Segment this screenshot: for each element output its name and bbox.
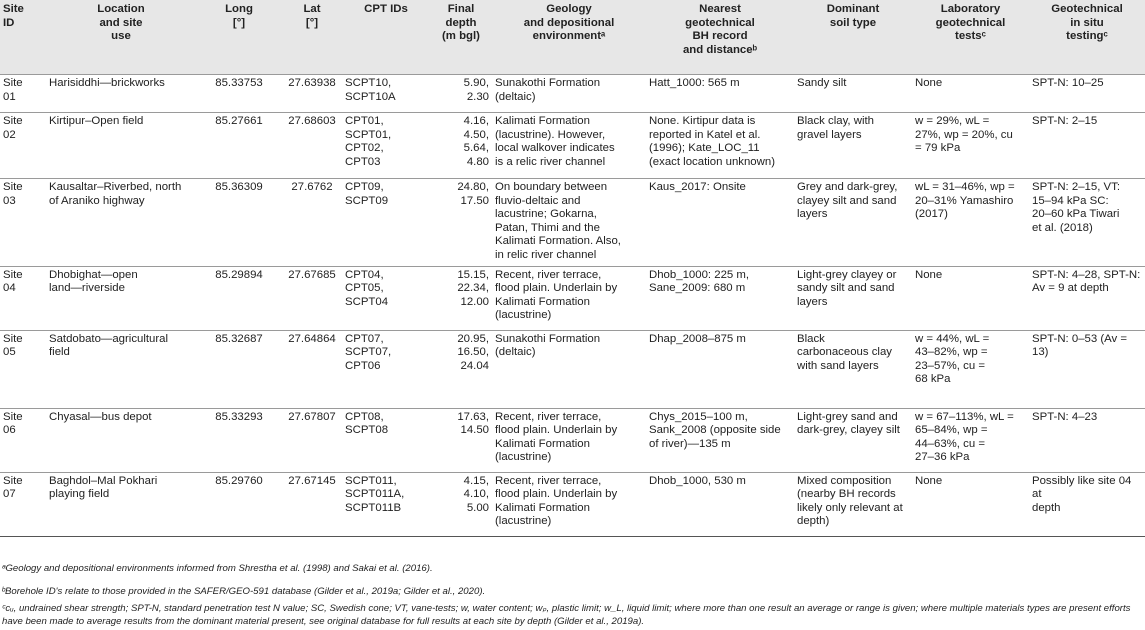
header-insitu: Geotechnical in situ testingᶜ [1051, 3, 1123, 43]
cell-insitu: Possibly like site 04 at depth [1029, 472, 1145, 536]
cell-insitu: SPT-N: 4–23 [1029, 408, 1145, 472]
cell-insitu: SPT-N: 2–15, VT: 15–94 kPa SC: 20–60 kPa Tiwari et al. (2018) [1029, 179, 1145, 267]
footnote-a: ᵃGeology and depositional environments informed from Shrestha et al. (1998) and Sakai et al. (2016). [2, 563, 433, 574]
cell-final-depth: 17.63, 14.50 [430, 408, 492, 472]
cell-final-depth: 4.15, 4.10, 5.00 [430, 472, 492, 536]
header-soil-type: Dominant soil type [826, 3, 880, 29]
header-row [0, 0, 1145, 75]
cell-long: 85.29760 [196, 472, 282, 536]
table-row [0, 266, 1145, 330]
header-long: Long [°] [225, 3, 253, 29]
cell-lat: 27.67807 [282, 408, 342, 472]
cell-lab-tests: w = 29%, wL = 27%, wp = 20%, cu = 79 kPa [912, 113, 1029, 179]
header-final-depth: Final depth (m bgl) [442, 3, 480, 43]
cell-geology: Recent, river terrace, flood plain. Underlain by Kalimati Formation (lacustrine) [492, 266, 646, 330]
cell-lat: 27.64864 [282, 330, 342, 408]
cell-geology: Sunakothi Formation (deltaic) [492, 75, 646, 113]
cell-site-id: Site 04 [0, 266, 46, 330]
cell-geology: Recent, river terrace, flood plain. Underlain by Kalimati Formation (lacustrine) [492, 472, 646, 536]
cell-long: 85.27661 [196, 113, 282, 179]
header-site-id: Site ID [3, 3, 24, 29]
cell-nearest-bh: Hatt_1000: 565 m [646, 75, 794, 113]
table-row [0, 472, 1145, 536]
cell-lab-tests: None [912, 472, 1029, 536]
cell-lat: 27.67145 [282, 472, 342, 536]
cell-final-depth: 4.16, 4.50, 5.64, 4.80 [430, 113, 492, 179]
cell-lab-tests: w = 44%, wL = 43–82%, wp = 23–57%, cu = 68 kPa [912, 330, 1029, 408]
table-row [0, 179, 1145, 267]
cell-geology: On boundary between fluvio-deltaic and lacustrine; Gokarna, Patan, Thimi and the Kalimati Formation. Also, in relic river channel [492, 179, 646, 267]
cell-soil-type: Light-grey sand and dark-grey, clayey silt [794, 408, 912, 472]
cell-location: Harisiddhi—brickworks [46, 75, 196, 113]
cell-long: 85.36309 [196, 179, 282, 267]
cell-nearest-bh: Dhob_1000, 530 m [646, 472, 794, 536]
cell-soil-type: Black carbonaceous clay with sand layers [794, 330, 912, 408]
cell-long: 85.33753 [196, 75, 282, 113]
cell-cpt-ids: CPT07, SCPT07, CPT06 [342, 330, 430, 408]
cell-insitu: SPT-N: 2–15 [1029, 113, 1145, 179]
cell-lab-tests: wL = 31–46%, wp = 20–31% Yamashiro (2017) [912, 179, 1029, 267]
cell-insitu: SPT-N: 10–25 [1029, 75, 1145, 113]
cell-soil-type: Light-grey clayey or sandy silt and sand layers [794, 266, 912, 330]
header-lat: Lat [°] [303, 3, 321, 29]
table-row [0, 113, 1145, 179]
cell-soil-type: Mixed composition (nearby BH records likely only relevant at depth) [794, 472, 912, 536]
cell-location: Kausaltar–Riverbed, north of Araniko highway [46, 179, 196, 267]
cell-location: Baghdol–Mal Pokhari playing field [46, 472, 196, 536]
cell-location: Dhobighat—open land—riverside [46, 266, 196, 330]
cell-final-depth: 15.15, 22.34, 12.00 [430, 266, 492, 330]
cell-long: 85.33293 [196, 408, 282, 472]
cell-final-depth: 5.90, 2.30 [430, 75, 492, 113]
cell-nearest-bh: None. Kirtipur data is reported in Katel et al. (1996); Kate_LOC_11 (exact location unknown) [646, 113, 794, 179]
cell-site-id: Site 05 [0, 330, 46, 408]
footnote-c: ᶜcᵤ, undrained shear strength; SPT-N, standard penetration test N value; SC, Swedish cone; VT, vane-tests; w, water content; wₚ, plastic limit; w_L, liquid limit; where more than one result an average or range is given; where multiple materials types are present efforts have been made to average results from the dominant material present, see original database for full results at each site by depth (Gilder et al., 2019a). [2, 603, 1131, 627]
cell-final-depth: 20.95, 16.50, 24.04 [430, 330, 492, 408]
table-row [0, 408, 1145, 472]
cell-cpt-ids: CPT08, SCPT08 [342, 408, 430, 472]
cell-cpt-ids: CPT01, SCPT01, CPT02, CPT03 [342, 113, 430, 179]
header-nearest-bh: Nearest geotechnical BH record and distanceᵇ [682, 3, 758, 56]
cell-soil-type: Black clay, with gravel layers [794, 113, 912, 179]
cell-insitu: SPT-N: 4–28, SPT-N: Av = 9 at depth [1029, 266, 1145, 330]
cell-soil-type: Grey and dark-grey, clayey silt and sand layers [794, 179, 912, 267]
cell-final-depth: 24.80, 17.50 [430, 179, 492, 267]
header-lab-tests: Laboratory geotechnical testsᶜ [935, 3, 1006, 43]
cell-nearest-bh: Kaus_2017: Onsite [646, 179, 794, 267]
cell-lat: 27.6762 [282, 179, 342, 267]
cell-lat: 27.67685 [282, 266, 342, 330]
cell-site-id: Site 02 [0, 113, 46, 179]
cell-lab-tests: w = 67–113%, wL = 65–84%, wp = 44–63%, cu = 27–36 kPa [912, 408, 1029, 472]
cell-long: 85.29894 [196, 266, 282, 330]
cell-lab-tests: None [912, 75, 1029, 113]
footnote-b: ᵇBorehole ID's relate to those provided in the SAFER/GEO-591 database (Gilder et al., 2019a; Gilder et al., 2020). [2, 586, 486, 597]
cell-site-id: Site 01 [0, 75, 46, 113]
cell-site-id: Site 03 [0, 179, 46, 267]
cell-geology: Kalimati Formation (lacustrine). However, local walkover indicates is a relic river channel [492, 113, 646, 179]
cell-location: Chyasal—bus depot [46, 408, 196, 472]
cell-cpt-ids: SCPT011, SCPT011A, SCPT011B [342, 472, 430, 536]
cell-insitu: SPT-N: 0–53 (Av = 13) [1029, 330, 1145, 408]
cell-cpt-ids: CPT09, SCPT09 [342, 179, 430, 267]
cell-cpt-ids: SCPT10, SCPT10A [342, 75, 430, 113]
cell-site-id: Site 06 [0, 408, 46, 472]
cell-geology: Recent, river terrace, flood plain. Underlain by Kalimati Formation (lacustrine) [492, 408, 646, 472]
cell-site-id: Site 07 [0, 472, 46, 536]
header-location: Location and site use [97, 3, 145, 43]
cell-cpt-ids: CPT04, CPT05, SCPT04 [342, 266, 430, 330]
header-geology: Geology and depositional environmentᵃ [523, 3, 615, 43]
cell-nearest-bh: Dhob_1000: 225 m, Sane_2009: 680 m [646, 266, 794, 330]
header-cpt-ids: CPT IDs [364, 3, 408, 15]
cell-soil-type: Sandy silt [794, 75, 912, 113]
cell-lat: 27.63938 [282, 75, 342, 113]
cell-long: 85.32687 [196, 330, 282, 408]
cell-nearest-bh: Dhap_2008–875 m [646, 330, 794, 408]
cell-geology: Sunakothi Formation (deltaic) [492, 330, 646, 408]
table-row [0, 75, 1145, 113]
cell-lat: 27.68603 [282, 113, 342, 179]
cell-nearest-bh: Chys_2015–100 m, Sank_2008 (opposite side of river)—135 m [646, 408, 794, 472]
cell-location: Satdobato—agricultural field [46, 330, 196, 408]
cell-lab-tests: None [912, 266, 1029, 330]
cell-location: Kirtipur–Open field [46, 113, 196, 179]
table-row [0, 330, 1145, 408]
